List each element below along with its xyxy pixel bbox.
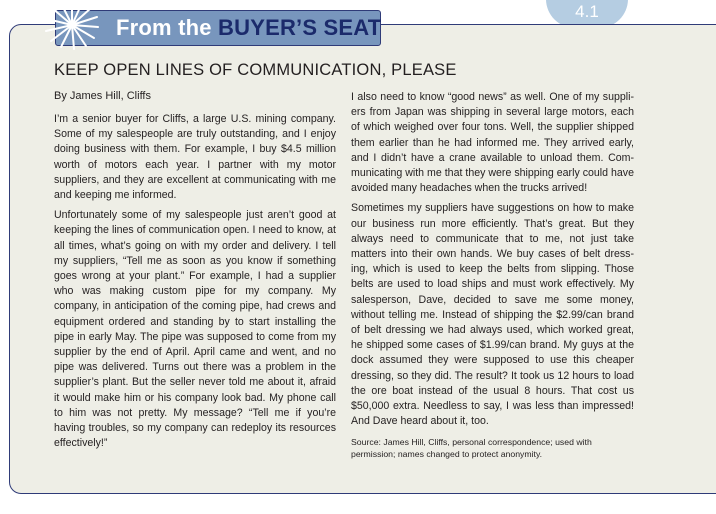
left-column — [54, 112, 336, 456]
paragraph: Sometimes my suppliers have suggestions on how to make our business run more efficiently. That’s great. But they always need to communicate that to me, not just take matters into their own hands. We buy cases of belt dressing, which is used to keep the belts from slipping. Those belts are used to load ships and must work effectively. My salesperson, Dave, decided to save me some money, without telling me. Instead of shipping the $2.99/can brand of belt dressing we had always used, which worked great, he shipped some cases of $1.99/can brand. My guys at the dock assumed they were supposed to use this cheaper dressing, so they did. The result? It took us 12 hours to load the ore boat instead of the usual 8 hours. That cost us $50,000 extra. Needless to say, I was less than impressed! And Dave heard about it, too. — [351, 202, 634, 428]
starburst-icon — [44, 0, 100, 50]
paragraph: I also need to know “good news” as well. One of my suppliers from Japan was shipping in several large motors, each of which weighed over four tons. Well, the supplier shipped them earlier than he had informed me. They arrived early, and I didn’t have a crane available to unload them. Communicating with me that they were shipping early could have avoided many headaches when the trucks arrived! — [351, 91, 634, 195]
paragraph: Unfortunately some of my salespeople just aren’t good at keeping the lines of communication open. I need to know, at all times, what’s going on with my order and delivery. I tell my suppliers, “Tell me as soon as you know if something goes wrong at your plant.” For example, I had a supplier who was making custom pipe for my company. My company, in anticipation of the coming pipe, had crews and equipment ordered and standing by to start installing the pipe in early May. The pipe was supposed to come from my supplier by the end of April. April came and went, and no pipe was delivered. Turns out there was a problem in the supplier’s plant. But the seller never told me about it, afraid it would make him or his company look bad. My phone call to him was not pretty. My message? “Tell me if you’re having troubles, so my company can redeploy its resources effectively!” — [54, 209, 336, 450]
article-title: KEEP OPEN LINES OF COMMUNICATION, PLEASE — [54, 61, 457, 79]
source-note: Source: James Hill, Cliffs, personal correspondence; used with permission; names changed to protect anonymity. — [351, 437, 592, 460]
right-column — [351, 90, 634, 460]
banner-emphasis: BUYER’S SEAT — [218, 15, 382, 40]
article-byline: By James Hill, Cliffs — [54, 90, 151, 102]
paragraph: I’m a senior buyer for Cliffs, a large U.S. mining company. Some of my salespeople are truly outstanding, and I enjoy doing business with them. For example, I buy $4.5 million worth of motors each year. I partner with my motor suppliers, and they are excellent at communicating with me and keeping me informed. — [54, 113, 336, 202]
banner-title — [116, 15, 381, 41]
feature-banner — [55, 10, 381, 46]
banner-prefix: From the — [116, 15, 219, 40]
page-number: 4.1 — [575, 2, 599, 21]
